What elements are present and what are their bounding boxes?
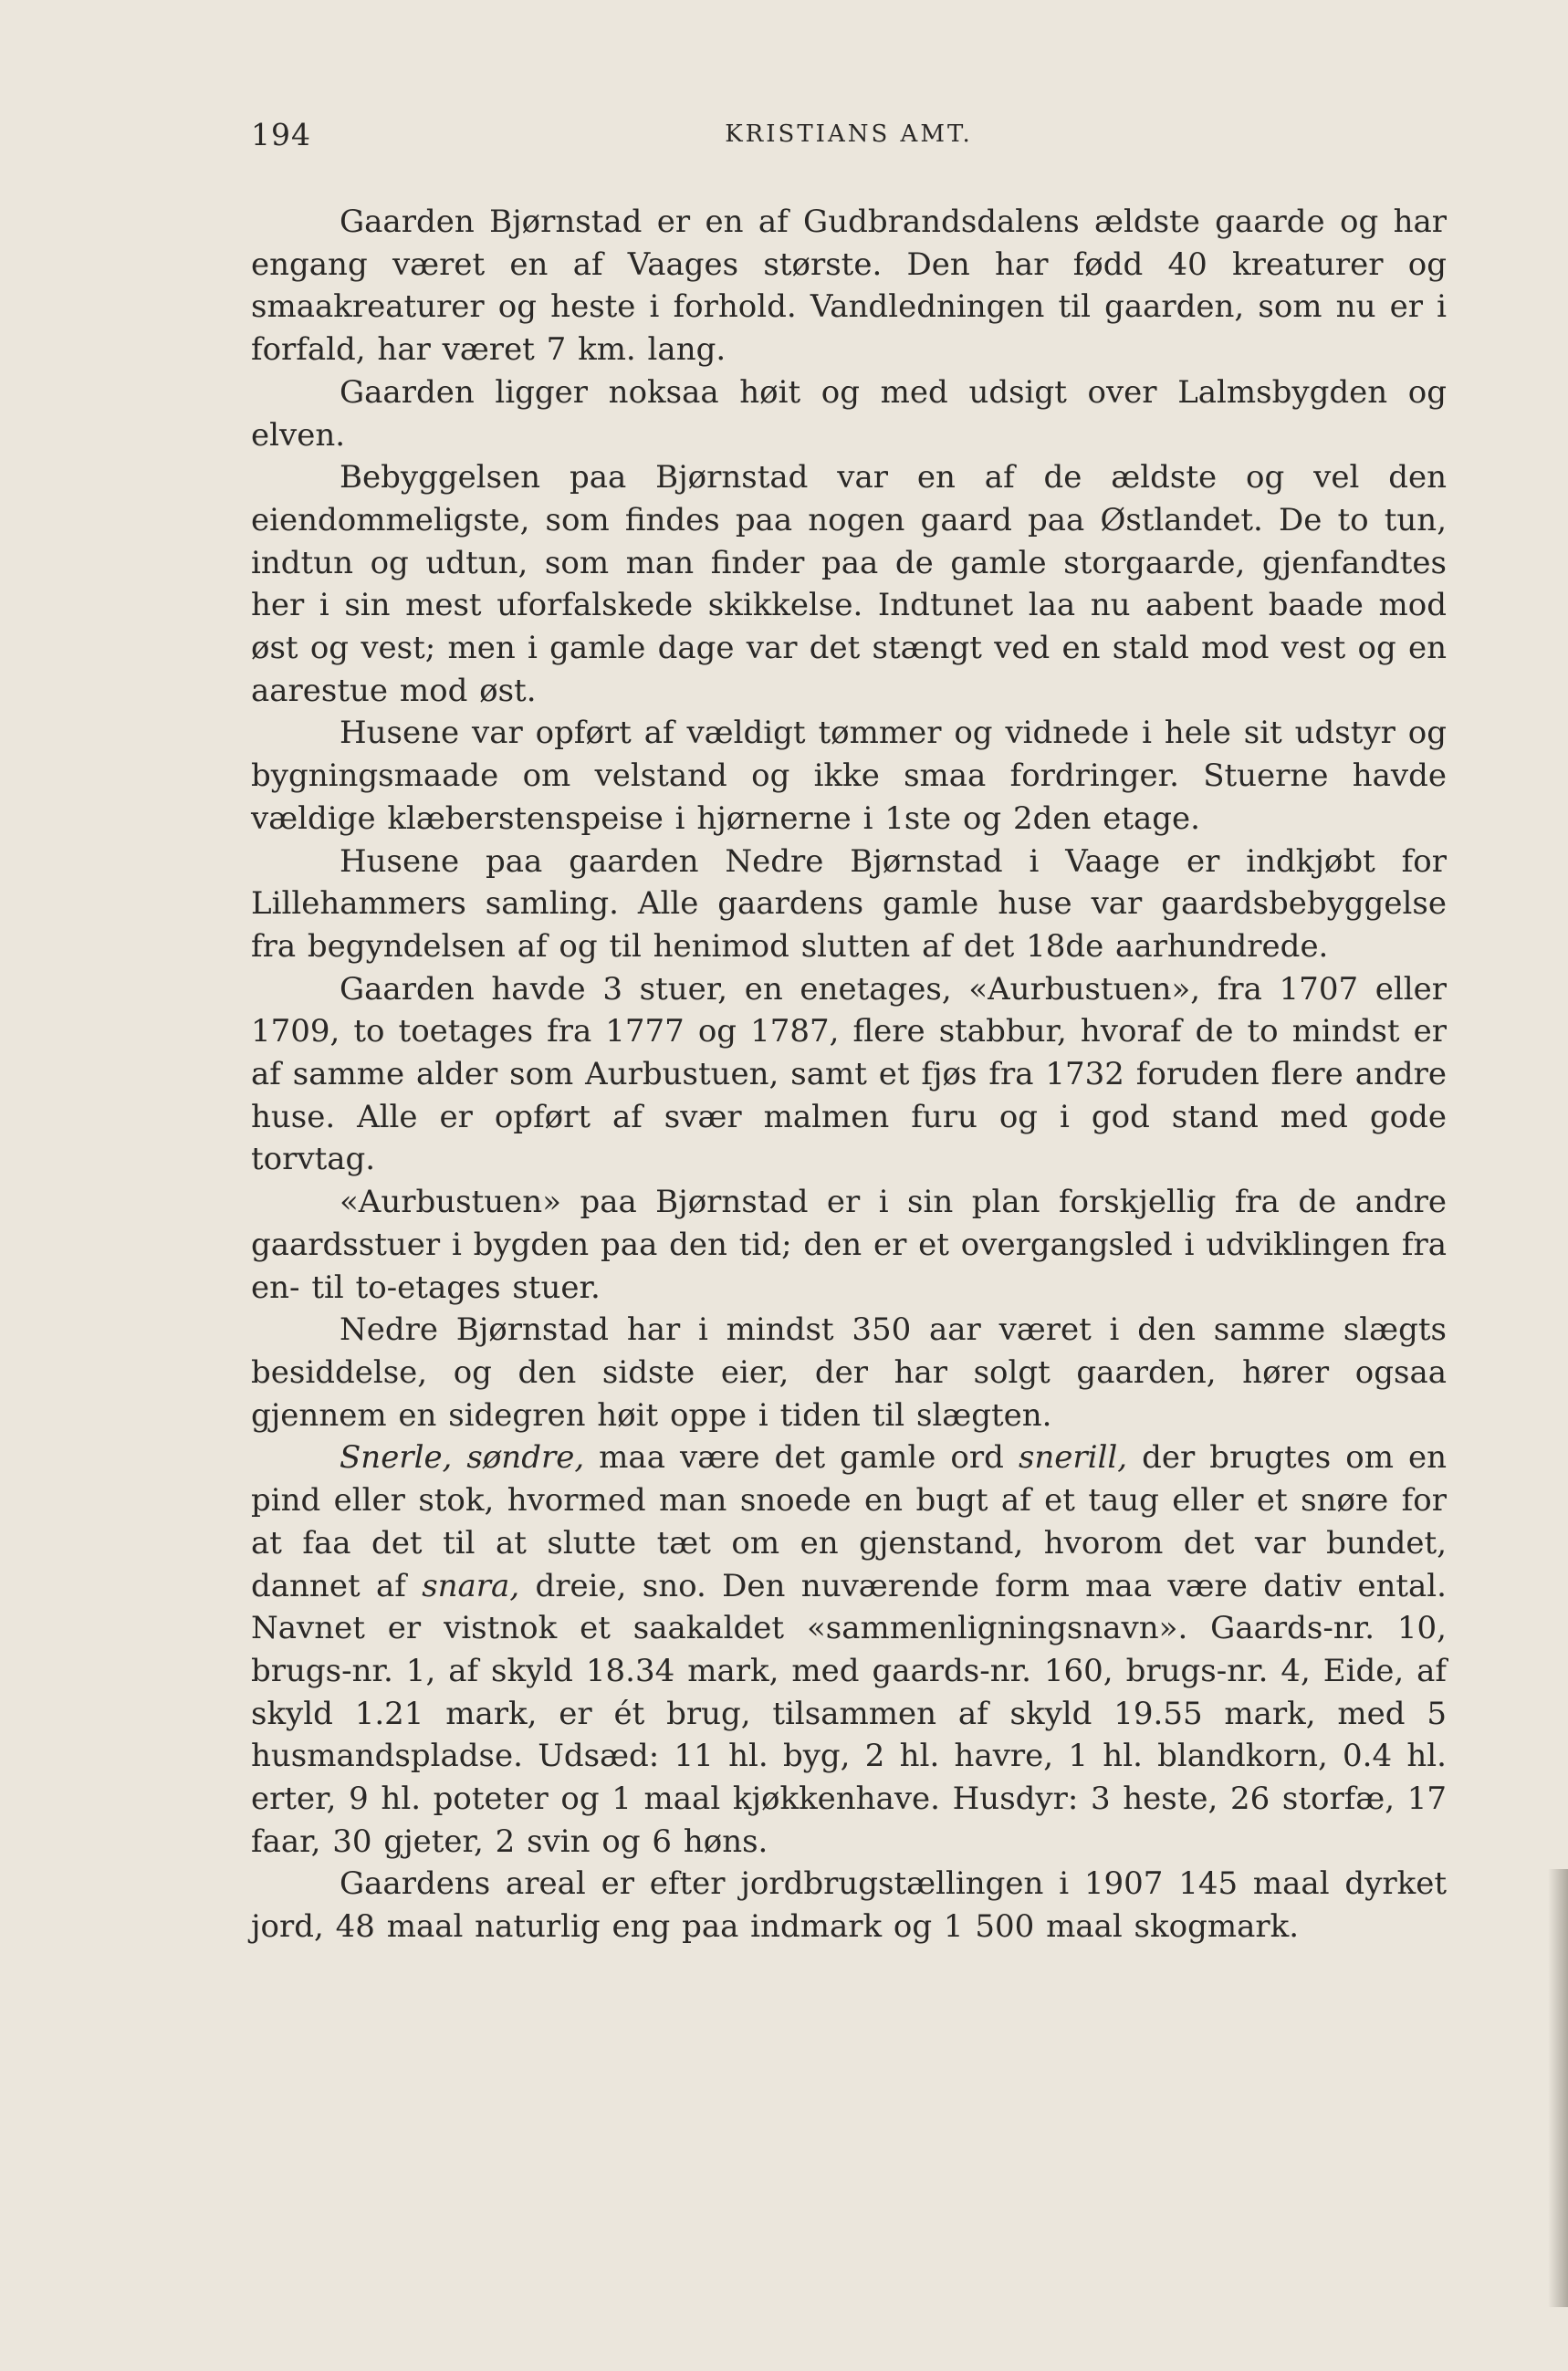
- paragraph-5: Husene paa gaarden Nedre Bjørnstad i Vaage er indkjøbt for Lillehammers samling. Alle gaardens gamle huse var gaardsbebyggelse fra begyndelsen af og til henimod slutten af det 18de aarhundrede.: [251, 842, 1447, 965]
- paragraph-3: Bebyggelsen paa Bjørnstad var en af de ældste og vel den eiendommeligste, som findes paa nogen gaard paa Østlandet. De to tun, indtun og udtun, som man finder paa de gamle storgaarde, gjenfandtes her i sin mest uforfalskede skikkelse. Indtunet laa nu aabent baade mod øst og vest; men i gamle dage var det stængt ved en stald mod vest og en aarestue mod øst.: [251, 459, 1447, 709]
- italic-term-snara: snara,: [422, 1567, 520, 1604]
- paragraph-10: Gaardens areal er efter jordbrugstællingen i 1907 145 maal dyrket jord, 48 maal naturlig eng paa indmark og 1 500 maal skogmark.: [251, 1865, 1447, 1946]
- paragraph-6: Gaarden havde 3 stuer, en enetages, «Aurbustuen», fra 1707 eller 1709, to toetages fra 1777 og 1787, flere stabbur, hvoraf de to mindst er af samme alder som Aurbustuen, samt et fjøs fra 1732 foruden flere andre huse. Alle er opført af svær malmen furu og i god stand med gode torvtag.: [251, 970, 1447, 1178]
- paragraph-9-text-c: dreie, sno. Den nuværende form maa være dativ ental. Navnet er vistnok et saakaldet «sammenligningsnavn». Gaards-nr. 10, brugs-nr. 1, af skyld 18.34 mark, med gaards-nr. 160, brugs-nr. 4, Eide, af skyld 1.21 mark, er ét brug, tilsammen af skyld 19.55 mark, med 5 husmandspladse. Udsæd: 11 hl. byg, 2 hl. havre, 1 hl. blandkorn, 0.4 hl. erter, 9 hl. poteter og 1 maal kjøkkenhave. Husdyr: 3 heste, 26 storfæ, 17 faar, 30 gjeter, 2 svin og 6 høns.: [251, 1567, 1447, 1860]
- paragraph-9: [251, 1436, 1447, 1863]
- running-head: KRISTIANS AMT.: [725, 120, 973, 148]
- italic-term-snerle: Snerle, søndre,: [340, 1439, 585, 1477]
- body-text: [251, 201, 1447, 1948]
- paragraph-8: Nedre Bjørnstad har i mindst 350 aar været i den samme slægts besiddelse, og den sidste eier, der har solgt gaarden, hører ogsaa gjennem en sidegren høit oppe i tiden til slægten.: [251, 1311, 1447, 1434]
- paragraph-9-text-a: maa være det gamle ord: [584, 1439, 1019, 1477]
- paragraph-1: Gaarden Bjørnstad er en af Gudbrandsdalens ældste gaarde og har engang været en af Vaages største. Den har fødd 40 kreaturer og smaakreaturer og heste i forhold. Vandledningen til gaarden, som nu er i forfald, har været 7 km. lang.: [251, 204, 1447, 369]
- paragraph-9-text-b: der brugtes om en pind eller stok, hvormed man snoede en bugt af et taug eller et snøre for at faa det til at slutte tæt om en gjenstand, hvorom det var bundet, dannet af: [251, 1439, 1447, 1604]
- italic-term-snerill: snerill,: [1018, 1439, 1128, 1477]
- page-number: 194: [251, 117, 311, 152]
- page-header: [251, 117, 1447, 162]
- page-edge-shadow: [1548, 1869, 1568, 2307]
- paragraph-2: Gaarden ligger noksaa høit og med udsigt over Lalmsbygden og elven.: [251, 373, 1447, 454]
- paragraph-7: «Aurbustuen» paa Bjørnstad er i sin plan forskjellig fra de andre gaardsstuer i bygden paa den tid; den er et overgangsled i udviklingen fra en- til to-etages stuer.: [251, 1184, 1447, 1306]
- paragraph-4: Husene var opført af vældigt tømmer og vidnede i hele sit udstyr og bygningsmaade om velstand og ikke smaa fordringer. Stuerne havde vældige klæberstenspeise i hjørnerne i 1ste og 2den etage.: [251, 715, 1447, 837]
